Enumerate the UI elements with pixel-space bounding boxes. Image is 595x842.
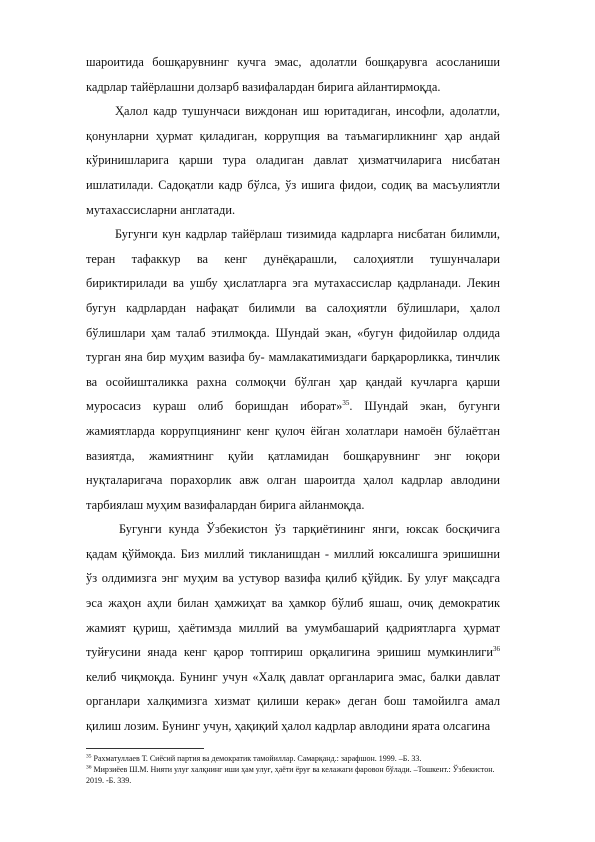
footnote-36 — [86, 764, 500, 786]
paragraph-2 — [86, 99, 500, 222]
footnote-35 — [86, 753, 500, 764]
footnote-text: Рахматуллаев Т. Сиёсий партия ва демократик тамойиллар. Самарқанд.: зарафшон. 1999. –Б. 33. — [91, 753, 422, 763]
document-page — [86, 50, 500, 786]
footnote-divider — [86, 748, 204, 749]
footnote-text: Мирзиёев Ш.М. Нияти улуғ халқнинг иши ҳам улуғ, ҳаёти ёруғ ва келажаги фаровон бўлади. –Тошкент.: Ўзбекистон. 2019. -Б. 339. — [86, 764, 495, 785]
paragraph-4-text-b: келиб чиқмоқда. Бунинг учун «Халқ давлат органларига эмас, балки давлат органлари халқимизга хизмат қилиши керак» деган бош тамойилга амал қилиш лозим. Бунинг учун, ҳақиқий ҳалол кадрлар авлодини ярата олсагина — [86, 669, 500, 734]
paragraph-4-text-a: Бугунги кунда Ўзбекистон ўз тарқиётининг янги, юксак босқичига қадам қўймоқда. Биз миллий тикланишдан - миллий юксалишга эришишни ўз олдимизга энг муҳим ва устувор вазифа қилиб қўйдик. Бу улуғ мақсадга эса жаҳон аҳли билан ҳамжиҳат ва ҳамкор бўлиб яшаш, очиқ демократик жамият қуриш, ҳаётимзда миллий ва умумбашарий қадриятларга ҳурмат туйғусини янада кенг қарор топтириш орқалигина эришиш мумкинлиги — [86, 522, 500, 660]
paragraph-3-text-a: Бугунги кун кадрлар тайёрлаш тизимида кадрларга нисбатан билимли, теран тафаккур ва кенг дунёқарашли, салоҳиятли тушунчалари бириктирилади ва ушбу ҳислатларга эга мутахассислар қадрланади. Лекин бугун кадрлардан нафақат билимли ва салоҳиятли бўлишлари, ҳалол бўлишлари ҳам талаб этилмоқда. Шундай экан, «бугун фидойилар олдида турган яна бир муҳим вазифа бу- мамлакатимиздаги барқарорликка, тинчлик ва осойишталикка рахна солмоқчи бўлган ҳар қандай кучларга қарши муросасиз кураш олиб боришдан иборат» — [86, 227, 500, 414]
paragraph-2-text: Ҳалол кадр тушунчаси виждонан иш юритадиган, инсофли, адолатли, қонунларни ҳурмат қиладиган, коррупция ва таъмагирликнинг ҳар андай кўринишларига қарши тура оладиган давлат ҳизматчиларига нисбатан ишлатилади. Садоқатли кадр бўлса, ўз ишига фидои, содиқ ва масъулиятли мутахассисларни англатади. — [86, 104, 500, 217]
paragraph-1-text: шароитида бошқарувнинг кучга эмас, адолатли бошқарувга асосланиши кадрлар тайёрлашни долзарб вазифалардан бирига айлантирмоқда. — [86, 55, 500, 94]
footnote-number: 36 — [86, 763, 92, 770]
paragraph-3-text-b: . Шундай экан, бугунги жамиятларда коррупциянинг кенг қулоч ёйган холатлари намоён бўлаётган вазиятда, жамиятнинг қуйи қатламидан бошқарувнинг энг юқори нуқталаригача порахорлик авж олган шароитда ҳалол кадрлар авлодини тарбиялаш муҳим вазифалардан бирига айланмоқда. — [86, 399, 500, 512]
paragraph-1 — [86, 50, 500, 99]
paragraph-4 — [86, 517, 500, 738]
footnote-ref-36[interactable]: 36 — [493, 645, 500, 654]
footnote-ref-35[interactable]: 35 — [342, 399, 350, 408]
paragraph-3 — [86, 222, 500, 517]
footnote-number: 35 — [86, 752, 92, 759]
